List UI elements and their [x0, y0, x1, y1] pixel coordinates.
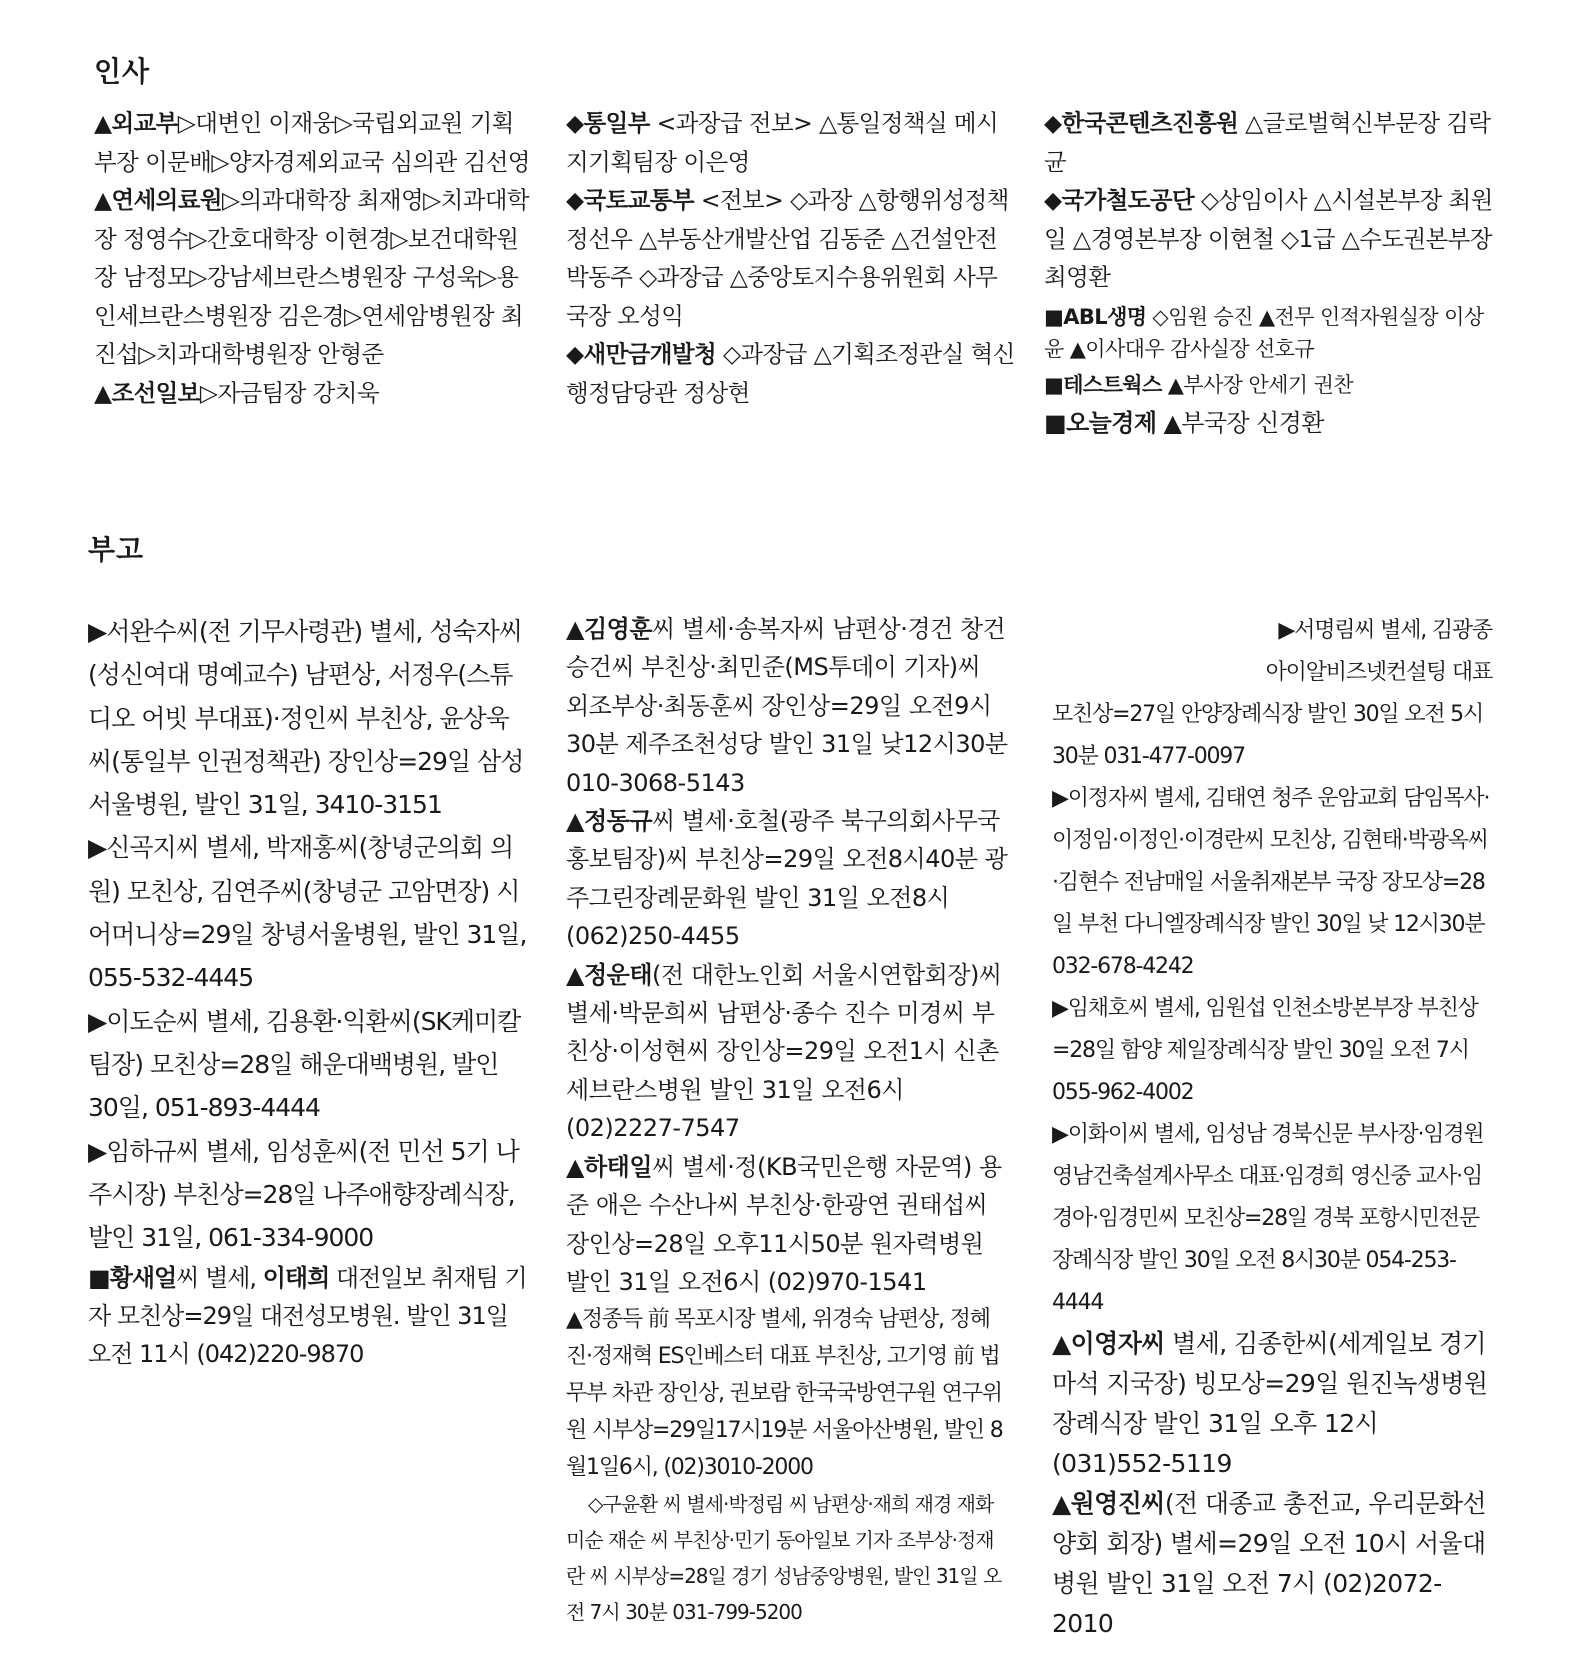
entry-text: <과장급 전보> △통일정책실 메시지기획팀장 이은영: [566, 109, 999, 176]
org-name: ▲조선일보: [94, 378, 200, 407]
org-name: ◆국토교통부: [566, 186, 694, 214]
personnel-entry: [94, 104, 534, 181]
personnel-column-2: [566, 104, 1018, 412]
obituary-column-3: [1052, 610, 1492, 1644]
org-name: ◆국가철도공단: [1044, 186, 1195, 214]
personnel-entry: [566, 335, 1018, 412]
deceased-name: ▲김영훈: [566, 615, 653, 643]
deceased-name: ▲하태일: [566, 1152, 653, 1181]
entry-text: <전보> ◇과장 △항행위성정책 정선우 △부동산개발산업 김동준 △건설안전 박동주 ◇과장급 △중앙토지수용위원회 사무국장 오성익: [566, 186, 1009, 330]
personnel-column-1: [94, 104, 534, 412]
personnel-entry: [94, 181, 534, 374]
obituary-entry: ▶서완수씨(전 기무사령관) 별세, 성숙자씨(성신여대 명예교수) 남편상, 서정우(스튜디오 어빗 부대표)·정인씨 부친상, 윤상욱씨(통일부 인권정책관) 장인상=29일 삼성서울병원, 발인 31일, 3410-3151: [88, 617, 524, 820]
entry-text: ◇상임이사 △시설본부장 최원일 △경영본부장 이현철 ◇1급 △수도권본부장 최영환: [1044, 186, 1493, 291]
entry-text: (전 대종교 총전교, 우리문화선양회 회장) 별세=29일 오전 10시 서울대병원 발인 31일 오전 7시 (02)2072-2010: [1052, 1489, 1486, 1638]
personnel-entry: [94, 374, 534, 413]
deceased-name: 황새얼: [109, 1264, 177, 1293]
personnel-entry: [1044, 181, 1494, 297]
obituary-section-title: 부고: [88, 533, 145, 566]
deceased-name: ▲정동규: [566, 807, 653, 836]
deceased-name: ▲정운태: [566, 960, 653, 989]
org-name: ◆한국콘텐츠진흥원: [1044, 109, 1239, 137]
obituary-entry: ▶이도순씨 별세, 김용환·익환씨(SK케미칼 팀장) 모친상=28일 해운대백병원, 발인 30일, 051-893-4444: [88, 1006, 521, 1123]
entry-text: (전 대한노인회 서울시연합회장)씨 별세·박문희씨 남편상·종수 진수 미경씨 부친상·이성현씨 장인상=29일 오전1시 신촌세브란스병원 발인 31일 오전6시 (02)2227-7547: [566, 960, 1002, 1143]
obituary-entry: ▶신곡지씨 별세, 박재홍씨(창녕군의회 의원) 모친상, 김연주씨(창녕군 고암면장) 시어머니상=29일 창녕서울병원, 발인 31일, 055-532-4445: [88, 833, 527, 993]
obituary-column-2: [566, 610, 1008, 1630]
entry-text: 별세, 김종한씨(세계일보 경기 마석 지국장) 빙모상=29일 원진녹생병원장례식장 발인 31일 오후 12시 (031)552-5119: [1052, 1329, 1488, 1478]
entry-text: 씨 별세·호철(광주 북구의회사무국 홍보팀장)씨 부친상=29일 오전8시40분 광주그린장례문화원 발인 31일 오전8시 (062)250-4455: [566, 807, 1008, 951]
entry-text: ▲부사장 안세기 권찬: [1161, 372, 1353, 397]
org-name: ▲외교부: [94, 109, 178, 137]
obituary-entry: [566, 1148, 1008, 1302]
obituary-entry: [88, 1259, 528, 1373]
entry-text: ▲부국장 신경환: [1156, 408, 1324, 437]
obituary-entry: 모친상=27일 안양장례식장 발인 30일 오전 5시30분 031-477-0097: [1052, 702, 1484, 769]
relative-name: 이태희: [262, 1264, 330, 1293]
obituary-entry: ▶이정자씨 별세, 김태연 청주 운암교회 담임목사·이정임·이정인·이경란씨 모친상, 김현태·박광옥씨·김현수 전남매일 서울취재본부 국장 장모상=28일 부천 다니엘장례식장 발인 30일 낮 12시30분 032-678-4242: [1052, 786, 1490, 979]
personnel-section-title: 인사: [94, 55, 151, 88]
personnel-entry: [566, 104, 1018, 181]
entry-text: 씨 별세·정(KB국민은행 자문역) 용준 애은 수산나씨 부친상·한광연 권태섭씨 장인상=28일 오후11시50분 원자력병원 발인 31일 오전6시 (02)970-1541: [566, 1152, 1002, 1296]
personnel-entry: [1044, 369, 1494, 401]
org-name: ■테스트웍스: [1044, 372, 1162, 397]
personnel-entry: [1044, 104, 1494, 181]
deceased-name: ▲원영진씨: [1052, 1489, 1165, 1518]
entry-bullet: ■: [88, 1264, 110, 1293]
entry-text: 씨 별세·송복자씨 남편상·경건 창건 승건씨 부친상·최민준(MS투데이 기자)씨 외조부상·최동훈씨 장인상=29일 오전9시30분 제주조천성당 발인 31일 낮12시30분 010-3068-5143: [566, 615, 1008, 797]
entry-text: △글로벌혁신부문장 김락균: [1044, 109, 1491, 176]
entry-text: ▷의과대학장 최재영▷치과대학장 정영수▷간호대학장 이현경▷보건대학원장 남정모▷강남세브란스병원장 구성욱▷용인세브란스병원장 김은경▷연세암병원장 최진섭▷치과대학병원장 안형준: [94, 186, 530, 368]
entry-text: ▷대변인 이재웅▷국립외교원 기획부장 이문배▷양자경제외교국 심의관 김선영: [94, 109, 530, 176]
personnel-entry: [1044, 403, 1494, 443]
obituary-entry: ▶임하규씨 별세, 임성훈씨(전 민선 5기 나주시장) 부친상=28일 나주애향장례식장, 발인 31일, 061-334-9000: [88, 1136, 519, 1253]
entry-text: ▷자금팀장 강치욱: [199, 378, 379, 407]
obituary-entry: ▶이화이씨 별세, 임성남 경북신문 부사장·임경원 영남건축설계사무소 대표·임경희 영신중 교사·임경아·임경민씨 모친상=28일 경북 포항시민전문장례식장 발인 30일 오전 8시30분 054-253-4444: [1052, 1122, 1484, 1315]
entry-text: 씨 별세,: [176, 1264, 263, 1293]
obituary-entry: [566, 956, 1008, 1148]
obituary-entry: ◇구윤환 씨 별세·박정림 씨 남편상·재희 재경 재화 미순 재순 씨 부친상·민기 동아일보 기자 조부상·정재란 씨 시부상=28일 경기 성남중앙병원, 발인 31일 오전 7시 30분 031-799-5200: [566, 1492, 1002, 1625]
entry-text: 대전일보 취재팀 기자 모친상=29일 대전성모병원. 발인 31일 오전 11시 (042)220-9870: [88, 1264, 527, 1369]
personnel-column-3: [1044, 104, 1494, 443]
obituary-entry: [566, 610, 1008, 802]
deceased-name: ▲이영자씨: [1052, 1329, 1165, 1358]
org-name: ◆통일부: [566, 109, 650, 137]
obituary-column-1: [88, 610, 528, 1373]
personnel-entry: [1044, 301, 1494, 365]
obituary-entry-heading: 아이알비즈넷컨설팅 대표: [1265, 660, 1492, 685]
obituary-entry: [566, 802, 1008, 956]
org-name: ■ABL생명: [1044, 304, 1147, 329]
obituary-entry: ▲정종득 前 목포시장 별세, 위경숙 남편상, 정혜진·정재혁 ES인베스터 대표 부친상, 고기영 前 법무부 차관 장인상, 권보람 한국국방연구원 연구위원 시부상=29일17시19분 서울아산병원, 발인 8월1일6시, (02)3010-2000: [566, 1307, 1003, 1481]
entry-text: ◇과장급 △기획조정관실 혁신행정담당관 정상현: [566, 340, 1015, 407]
obituary-entry: [1052, 1484, 1492, 1644]
org-name: ▲연세의료원: [94, 186, 222, 214]
personnel-entry: [566, 181, 1018, 335]
obituary-entry-heading: ▶서명림씨 별세, 김광종: [1278, 618, 1492, 643]
org-name: ◆새만금개발청: [566, 340, 717, 368]
obituary-entry: ▶임채호씨 별세, 임원섭 인천소방본부장 부친상=28일 함양 제일장례식장 발인 30일 오전 7시 055-962-4002: [1052, 996, 1478, 1105]
obituary-entry: [1052, 1324, 1492, 1484]
entry-text: ◇임원 승진 ▲전무 인적자원실장 이상윤 ▲이사대우 감사실장 선호규: [1044, 304, 1484, 361]
org-name: ■오늘경제: [1044, 408, 1157, 437]
